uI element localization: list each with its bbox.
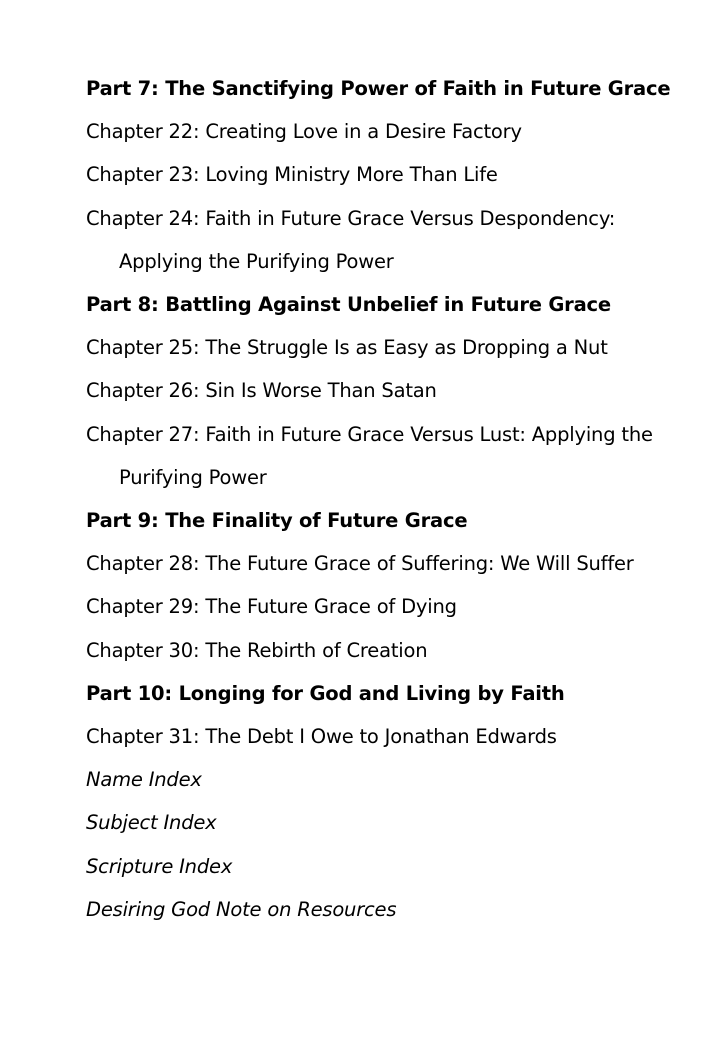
toc-scripture-index[interactable]: Scripture Index <box>86 854 233 878</box>
toc-chapter-22[interactable]: Chapter 22: Creating Love in a Desire Factory <box>86 120 522 144</box>
toc-subject-index[interactable]: Subject Index <box>86 811 217 835</box>
toc-part-9[interactable]: Part 9: The Finality of Future Grace <box>86 509 468 533</box>
toc-chapter-31[interactable]: Chapter 31: The Debt I Owe to Jonathan Edwards <box>86 725 557 749</box>
toc-chapter-29[interactable]: Chapter 29: The Future Grace of Dying <box>86 595 457 619</box>
toc-chapter-28[interactable]: Chapter 28: The Future Grace of Suffering: We Will Suffer <box>86 552 634 576</box>
toc-part-10[interactable]: Part 10: Longing for God and Living by Faith <box>86 681 565 705</box>
toc-chapter-27[interactable]: Chapter 27: Faith in Future Grace Versus Lust: Applying the Purifying Power <box>86 422 653 489</box>
toc-chapter-23[interactable]: Chapter 23: Loving Ministry More Than Life <box>86 163 498 187</box>
table-of-contents <box>86 67 686 931</box>
toc-chapter-25[interactable]: Chapter 25: The Struggle Is as Easy as Dropping a Nut <box>86 336 608 360</box>
toc-chapter-24[interactable]: Chapter 24: Faith in Future Grace Versus Despondency: Applying the Purifying Power <box>86 206 616 273</box>
toc-part-8[interactable]: Part 8: Battling Against Unbelief in Future Grace <box>86 293 611 317</box>
toc-chapter-26[interactable]: Chapter 26: Sin Is Worse Than Satan <box>86 379 437 403</box>
toc-resources-note[interactable]: Desiring God Note on Resources <box>86 897 397 921</box>
toc-part-7[interactable]: Part 7: The Sanctifying Power of Faith in Future Grace <box>86 77 671 100</box>
toc-chapter-30[interactable]: Chapter 30: The Rebirth of Creation <box>86 638 428 662</box>
toc-name-index[interactable]: Name Index <box>86 768 202 792</box>
